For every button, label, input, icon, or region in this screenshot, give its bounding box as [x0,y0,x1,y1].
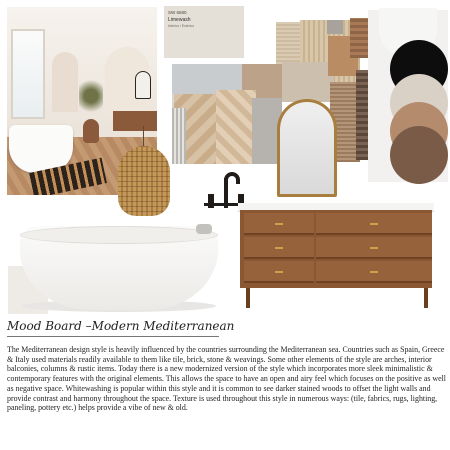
tile-sample [216,90,256,164]
room-mirror [135,71,151,99]
sample-tag [327,20,343,34]
mood-board-description: The Mediterranean design style is heavily influenced by the countries surrounding the Mediterranean sea. Countries such as Spain, Greece & Italy used materials readily available to them like tile, brick, stone & weavings. Some other elements of the style are arches, interior balconies, columns & rustic items. Today there is a new modernized version of the style which incorporates more sleek minimalistic & contemporary features with the original elements. This allows the space to have an open and airy feel which focuses on the positive as well as negative space. Whitewashing is popular within this style and it is common to see darker stained woods to offset the light walls and provide contrast and harmony throughout the space. Texture is used throughout this style in numerous ways: (tile, fabrics, rugs, lighting, paneling, pottery etc.) helps provide a vibe of new & old. [7,345,446,413]
rug-sample [282,62,334,102]
room-vase [83,119,99,143]
room-arch-niche [52,52,78,112]
paint-chip [164,6,244,58]
drawer-pull [370,271,378,273]
drawer-pull [275,223,283,225]
title-underline [7,336,219,337]
mood-board-title: Mood Board –Modern Mediterranean [7,319,235,333]
arched-mirror [277,99,337,197]
room-vanity [113,111,157,131]
bathtub-rim [20,226,218,244]
tile-sample [172,108,186,164]
bathtub-drain [196,224,212,234]
palette-swatch [390,126,448,184]
room-window [11,29,45,119]
room-plant [79,77,103,115]
tile-samples [172,64,282,164]
drawer-pull [370,223,378,225]
drawer-pull [275,247,283,249]
drawer-pull [275,271,283,273]
paint-chip-code: SW 6580 [168,10,187,15]
paint-chip-subtext: Interior / Exterior [168,24,194,28]
wood-vanity [240,210,432,288]
drawer-pull [370,247,378,249]
vanity-leg [246,288,250,308]
vanity-leg [424,288,428,308]
rattan-pendant-weave [118,146,170,216]
paint-chip-name: Limewash [168,17,191,23]
color-palette [368,10,448,182]
